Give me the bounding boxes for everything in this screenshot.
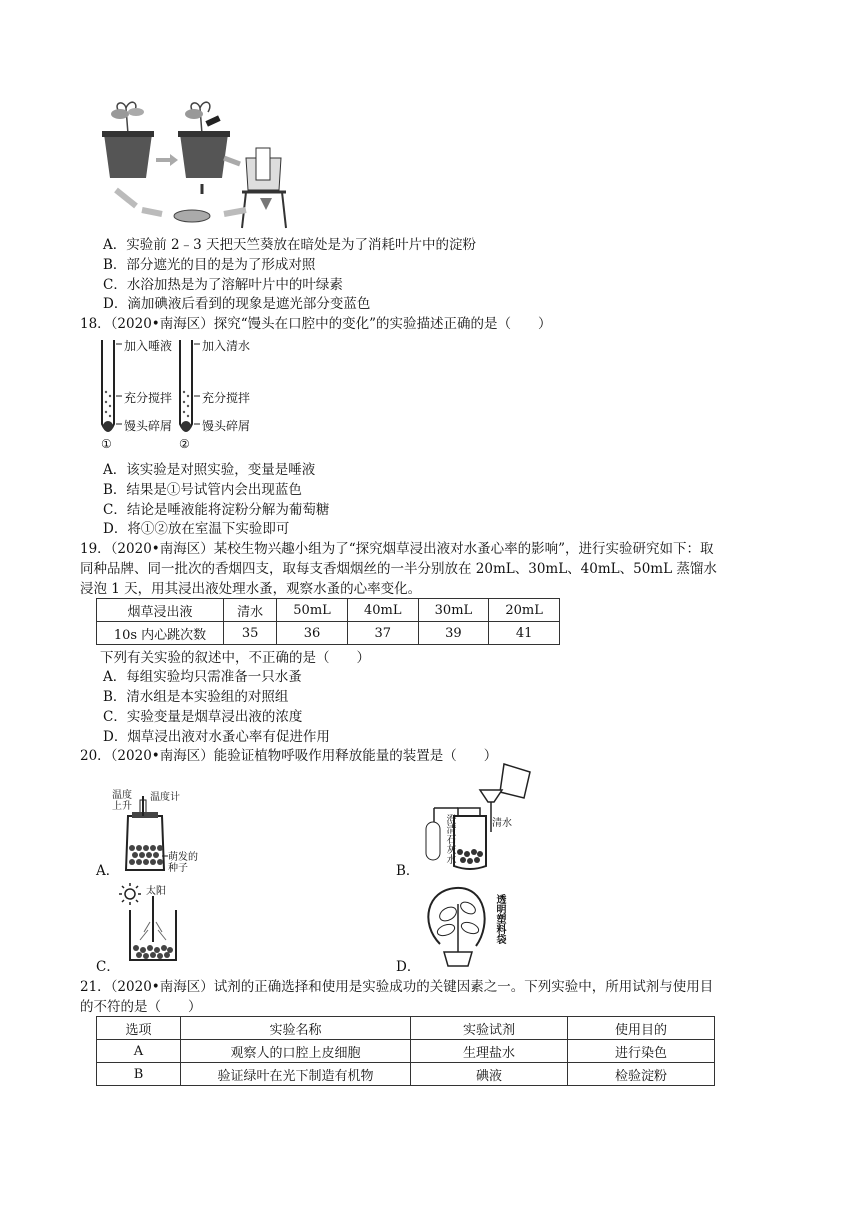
q20-label-a: A． (96, 863, 120, 879)
q20-figure-b (420, 762, 550, 874)
q19-question: 下列有关实验的叙述中，不正确的是（ ） (100, 650, 370, 666)
q19-stem-line-3: 浸泡 1 天，用其浸出液处理水蚤，观察水蚤的心率变化。 (80, 581, 422, 597)
table-cell: 生理盐水 (411, 1040, 568, 1063)
temp-label-2: 上升 (112, 801, 132, 812)
q20-label-c: C． (96, 959, 120, 975)
q21-stem-line-2: 的不符的是（ ） (80, 999, 202, 1015)
table-cell: 进行染色 (568, 1040, 715, 1063)
table-cell: 使用目的 (568, 1017, 715, 1040)
q17-figure (96, 98, 296, 233)
table-cell: 清水 (224, 599, 277, 622)
lime-water-label: 澄清石灰水 (444, 814, 455, 864)
bread-label-2: 馒头碎屑 (202, 419, 251, 433)
q18-option-d: D．将①②放在室温下实验即可 (103, 521, 290, 537)
q21-table (96, 1016, 715, 1086)
table-cell: 10s 内心跳次数 (97, 622, 224, 645)
table-cell: 39 (418, 622, 489, 645)
q19-stem-line-2: 同种品牌、同一批次的香烟四支，取每支香烟烟丝的一半分别放在 20mL、30mL、40mL、50mL 蒸馏水 (80, 561, 717, 577)
q18-stem: 18．（2020•南海区）探究“馒头在口腔中的变化”的实验描述正确的是（ ） (80, 316, 552, 332)
q19-option-c: C．实验变量是烟草浸出液的浓度 (103, 709, 303, 725)
table-cell: 36 (277, 622, 348, 645)
table-row (97, 1017, 715, 1040)
saliva-label: 加入唾液 (124, 339, 173, 353)
table-cell: A (97, 1040, 181, 1063)
sun-icon (119, 883, 141, 905)
lime-water-apparatus-icon (420, 762, 550, 874)
table-cell: 烟草浸出液 (97, 599, 224, 622)
q19-option-d: D．烟草浸出液对水蚤心率有促进作用 (103, 729, 330, 745)
q18-option-a: A．该实验是对照实验，变量是唾液 (103, 462, 316, 478)
q20-figure-c (118, 882, 228, 964)
table-cell: 50mL (277, 599, 348, 622)
sun-cylinder-icon (118, 882, 228, 964)
potted-plant-icon (178, 102, 230, 178)
table-row (97, 1040, 715, 1063)
table-cell: 35 (224, 622, 277, 645)
table-cell: B (97, 1063, 181, 1086)
q20-stem: 20．（2020•南海区）能验证植物呼吸作用释放能量的装置是（ ） (80, 748, 498, 764)
table-cell: 验证绿叶在光下制造有机物 (181, 1063, 411, 1086)
water-bath-icon (224, 148, 286, 228)
q19-option-a: A．每组实验均只需准备一只水蚤 (103, 669, 302, 685)
plastic-bag-label: 透明塑料袋 (494, 894, 505, 944)
table-cell: 实验试剂 (411, 1017, 568, 1040)
temp-label-1: 温度 (112, 790, 132, 801)
q21-stem-line-1: 21．（2020•南海区）试剂的正确选择和使用是实验成功的关键因素之一。下列实验中，所用试剂与使用目 (80, 979, 714, 995)
thermometer-label: 温度计 (150, 792, 180, 803)
table-row (97, 1063, 715, 1086)
q19-stem-line-1: 19．（2020•南海区）某校生物兴趣小组为了“探究烟草浸出液对水蚤心率的影响”，进行实验研究如下：取 (80, 541, 714, 557)
q17-option-d: D．滴加碘液后看到的现象是遮光部分变蓝色 (103, 296, 371, 312)
seed-label-1: 萌发的 (168, 852, 198, 863)
table-cell: 实验名称 (181, 1017, 411, 1040)
q20-label-b: B． (396, 863, 420, 879)
q17-option-a: A．实验前 2﹣3 天把天竺葵放在暗处是为了消耗叶片中的淀粉 (103, 237, 477, 253)
q20-label-d: D． (396, 959, 421, 975)
q19-table (96, 598, 560, 645)
bread-label-1: 馒头碎屑 (124, 419, 173, 433)
seed-label-2: 种子 (168, 863, 188, 874)
stir-label-2: 充分搅拌 (202, 391, 251, 405)
q18-option-c: C．结论是唾液能将淀粉分解为葡萄糖 (103, 502, 330, 518)
tube-number-2: ② (179, 437, 190, 451)
q19-option-b: B．清水组是本实验组的对照组 (103, 689, 289, 705)
stir-label-1: 充分搅拌 (124, 391, 173, 405)
sun-label: 太阳 (146, 886, 166, 897)
plastic-bag-plant-icon (420, 884, 530, 970)
table-row (97, 599, 560, 622)
potted-plant-icon (102, 102, 154, 178)
table-cell: 20mL (489, 599, 560, 622)
table-cell: 41 (489, 622, 560, 645)
table-cell: 观察人的口腔上皮细胞 (181, 1040, 411, 1063)
water-label: 加入清水 (202, 339, 251, 353)
table-cell: 碘液 (411, 1063, 568, 1086)
water-label: 清水 (492, 818, 512, 829)
table-cell: 选项 (97, 1017, 181, 1040)
q17-option-b: B．部分遮光的目的是为了形成对照 (103, 257, 316, 273)
q20-figure-a (110, 786, 230, 876)
q17-option-c: C．水浴加热是为了溶解叶片中的叶绿素 (103, 277, 343, 293)
table-cell: 检验淀粉 (568, 1063, 715, 1086)
q18-figure (96, 336, 276, 456)
table-cell: 30mL (418, 599, 489, 622)
table-cell: 40mL (347, 599, 418, 622)
table-row (97, 622, 560, 645)
q20-figure-d (420, 884, 530, 970)
table-cell: 37 (347, 622, 418, 645)
tube-number-1: ① (101, 437, 112, 451)
q18-option-b: B．结果是①号试管内会出现蓝色 (103, 482, 302, 498)
